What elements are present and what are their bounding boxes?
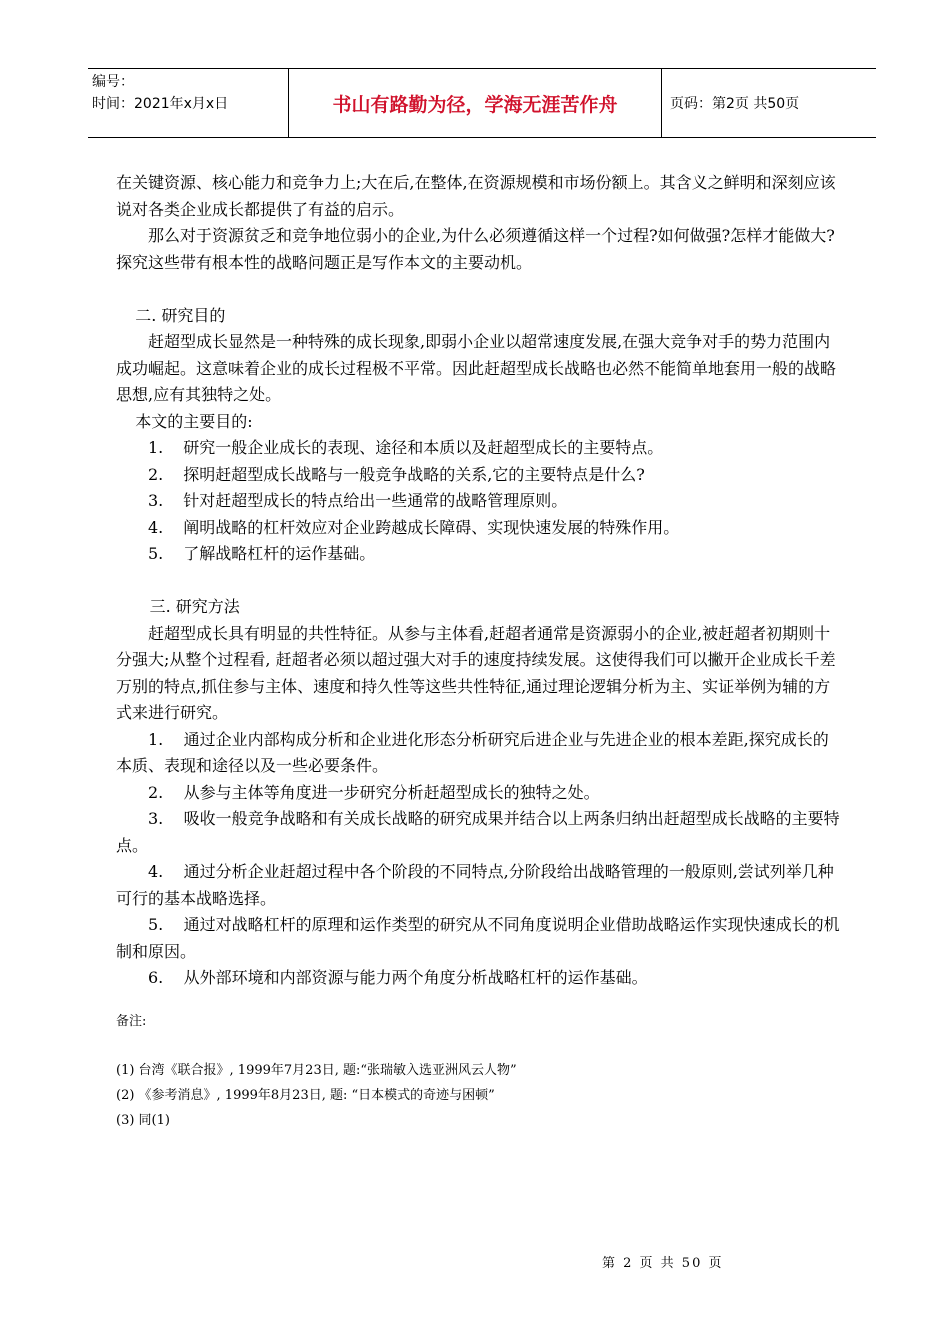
list-item <box>116 806 840 859</box>
list-item-text: 吸收一般竞争战略和有关成长战略的研究成果并结合以上两条归纳出赶超型成长战略的主要特点。 <box>116 809 840 855</box>
page-footer: 第 2 页 共 50 页 <box>602 1256 724 1271</box>
footnote-item: (3) 同(1) <box>116 1113 170 1128</box>
list-item-text: 从参与主体等角度进一步研究分析赶超型成长的独特之处。 <box>183 782 600 802</box>
list-item-number: 1. <box>148 729 164 749</box>
list-item-text: 通过分析企业赶超过程中各个阶段的不同特点,分阶段给出战略管理的一般原则,尝试列举几种可行的基本战略选择。 <box>116 862 834 908</box>
list-item <box>116 515 840 542</box>
paragraph: 赶超型成长显然是一种特殊的成长现象,即弱小企业以超常速度发展,在强大竞争对手的势力范围内成功崛起。这意味着企业的成长过程极不平常。因此赶超型成长战略也必然不能简单地套用一般的战略思想,应有其独特之处。 <box>116 332 837 404</box>
list-item <box>116 859 840 912</box>
paragraph: 在关键资源、核心能力和竞争力上;大在后,在整体,在资源规模和市场份额上。其含义之鲜明和深刻应该说对各类企业成长都提供了有益的启示。 <box>116 173 836 219</box>
list-item-number: 3. <box>148 491 164 510</box>
list-item <box>116 462 840 489</box>
list-item-text: 研究一般企业成长的表现、途径和本质以及赶超型成长的主要特点。 <box>183 438 664 457</box>
list-item-number: 3. <box>148 809 164 828</box>
list-item <box>116 541 840 568</box>
list-item-number: 4. <box>148 517 164 537</box>
list-item-text: 通过对战略杠杆的原理和运作类型的研究从不同角度说明企业借助战略运作实现快速成长的机制和原因。 <box>116 915 840 961</box>
list-item-number: 6. <box>148 968 164 987</box>
list-item <box>116 435 840 462</box>
list-item-text: 通过企业内部构成分析和企业进化形态分析研究后进企业与先进企业的根本差距,探究成长的本质、表现和途径以及一些必要条件。 <box>116 729 829 775</box>
list-item-number: 4. <box>148 862 164 881</box>
header-page-number: 页码：第2页 共50页 <box>670 96 800 112</box>
document-time-label: 时间：2021年x月x日 <box>92 96 229 112</box>
list-item-number: 2. <box>148 464 164 484</box>
header-motto: 书山有路勤为径，学海无涯苦作舟 <box>288 69 662 137</box>
list-item-number: 1. <box>148 438 164 457</box>
list-item-text: 针对赶超型成长的特点给出一些通常的战略管理原则。 <box>183 491 568 510</box>
document-number-label: 编号： <box>92 74 134 90</box>
document-body <box>116 170 840 992</box>
list-item <box>116 912 840 965</box>
list-item <box>116 965 840 992</box>
list-item-number: 5. <box>148 544 164 563</box>
paragraph: 那么对于资源贫乏和竞争地位弱小的企业,为什么必须遵循这样一个过程?如何做强?怎样才能做大?探究这些带有根本性的战略问题正是写作本文的主要动机。 <box>116 226 835 272</box>
purpose-list <box>116 435 840 568</box>
list-item <box>116 488 840 515</box>
section-heading-method: 三. 研究方法 <box>149 597 240 616</box>
header-meta <box>88 69 288 137</box>
footnote-item: (2) 《参考消息》, 1999年8月23日, 题: “日本模式的奇迹与困顿” <box>116 1088 495 1103</box>
list-item-text: 从外部环境和内部资源与能力两个角度分析战略杠杆的运作基础。 <box>183 968 648 987</box>
list-item-number: 2. <box>148 782 164 802</box>
list-item-text: 了解战略杠杆的运作基础。 <box>183 544 376 563</box>
list-item-number: 5. <box>148 915 164 934</box>
page-header <box>88 68 876 138</box>
footnote-item: (1) 台湾《联合报》, 1999年7月23日, 题:“张瑞敏入选亚洲风云人物” <box>116 1063 517 1078</box>
footnotes <box>116 1010 840 1138</box>
list-item <box>116 727 840 780</box>
list-item <box>116 780 840 807</box>
purpose-intro: 本文的主要目的: <box>135 411 253 431</box>
footnotes-label: 备注: <box>116 1014 147 1029</box>
list-item-text: 阐明战略的杠杆效应对企业跨越成长障碍、实现快速发展的特殊作用。 <box>183 517 680 537</box>
method-list <box>116 727 840 992</box>
list-item-text: 探明赶超型成长战略与一般竞争战略的关系,它的主要特点是什么? <box>183 464 645 484</box>
paragraph: 赶超型成长具有明显的共性特征。从参与主体看,赶超者通常是资源弱小的企业,被赶超者初期则十分强大;从整个过程看, 赶超者必须以超过强大对手的速度持续发展。这使得我们可以撇开企业成长千差万别的特点,抓住参与主体、速度和持久性等这些共性特征,通过理论逻辑分析为主、实证举例为辅的方式来进行研究。 <box>116 623 836 722</box>
section-heading-purpose: 二. 研究目的 <box>135 305 226 325</box>
